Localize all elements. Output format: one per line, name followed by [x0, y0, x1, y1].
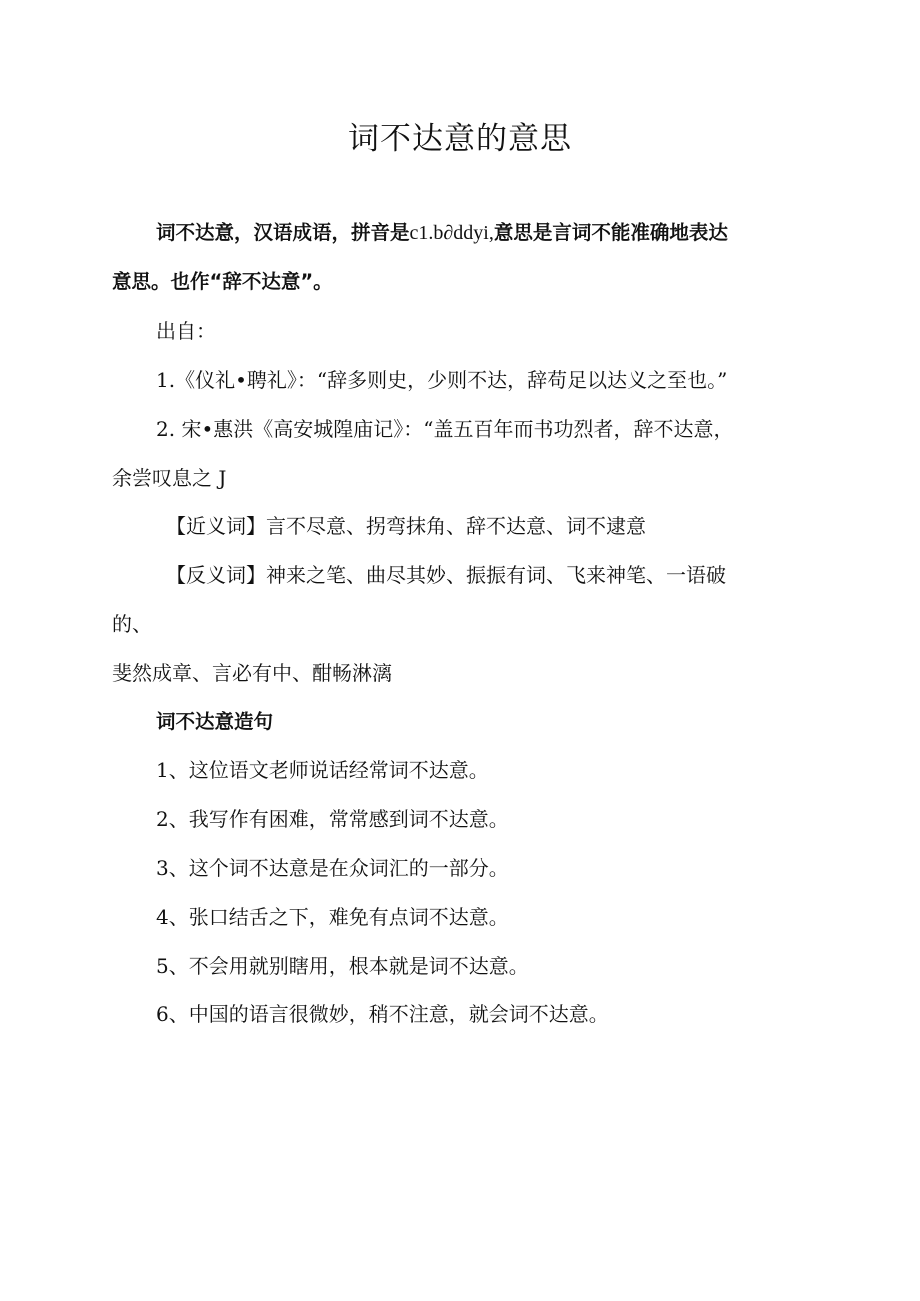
sentence-item-5: 5、不会用就别瞎用，根本就是词不达意。 [156, 954, 529, 978]
sentence-item-6: 6、中国的语言很微妙，稍不注意，就会词不达意。 [156, 1002, 609, 1026]
sentence-item-4: 4、张口结舌之下，难免有点词不达意。 [156, 905, 509, 929]
synonyms-line: 【近义词】言不尽意、拐弯抹角、辞不达意、词不逮意 [166, 514, 646, 538]
sentences-heading: 词不达意造句 [156, 710, 274, 733]
intro-line-2: 意思。也作“辞不达意”。 [112, 270, 333, 293]
sentence-item-3: 3、这个词不达意是在众词汇的一部分。 [156, 856, 509, 880]
sentence-item-2: 2、我写作有困难，常常感到词不达意。 [156, 807, 509, 831]
intro-text-b: 意思是言词不能准确地表达 [493, 221, 728, 244]
source-item-2-continued: 余尝叹息之 J [112, 466, 227, 490]
source-label: 出自： [156, 319, 216, 343]
intro-text-a: 词不达意，汉语成语，拼音是 [156, 221, 410, 244]
antonyms-line-3: 斐然成章、言必有中、酣畅淋漓 [112, 661, 392, 685]
source-item-2: 2. 宋•惠洪《高安城隍庙记》：“盖五百年而书功烈者，辞不达意， [156, 417, 734, 441]
page-title: 词不达意的意思 [348, 121, 572, 157]
antonyms-line-1: 【反义词】神来之笔、曲尽其妙、振振有词、飞来神笔、一语破 [166, 563, 726, 587]
source-item-1: 1.《仪礼•聘礼》：“辞多则史，少则不达，辞苟足以达义之至也。” [156, 368, 728, 392]
sentence-item-1: 1、这位语文老师说话经常词不达意。 [156, 758, 489, 782]
intro-line-1 [156, 219, 728, 247]
antonyms-line-2: 的、 [112, 612, 152, 636]
intro-pinyin: c1.b∂ddyi, [409, 222, 494, 244]
